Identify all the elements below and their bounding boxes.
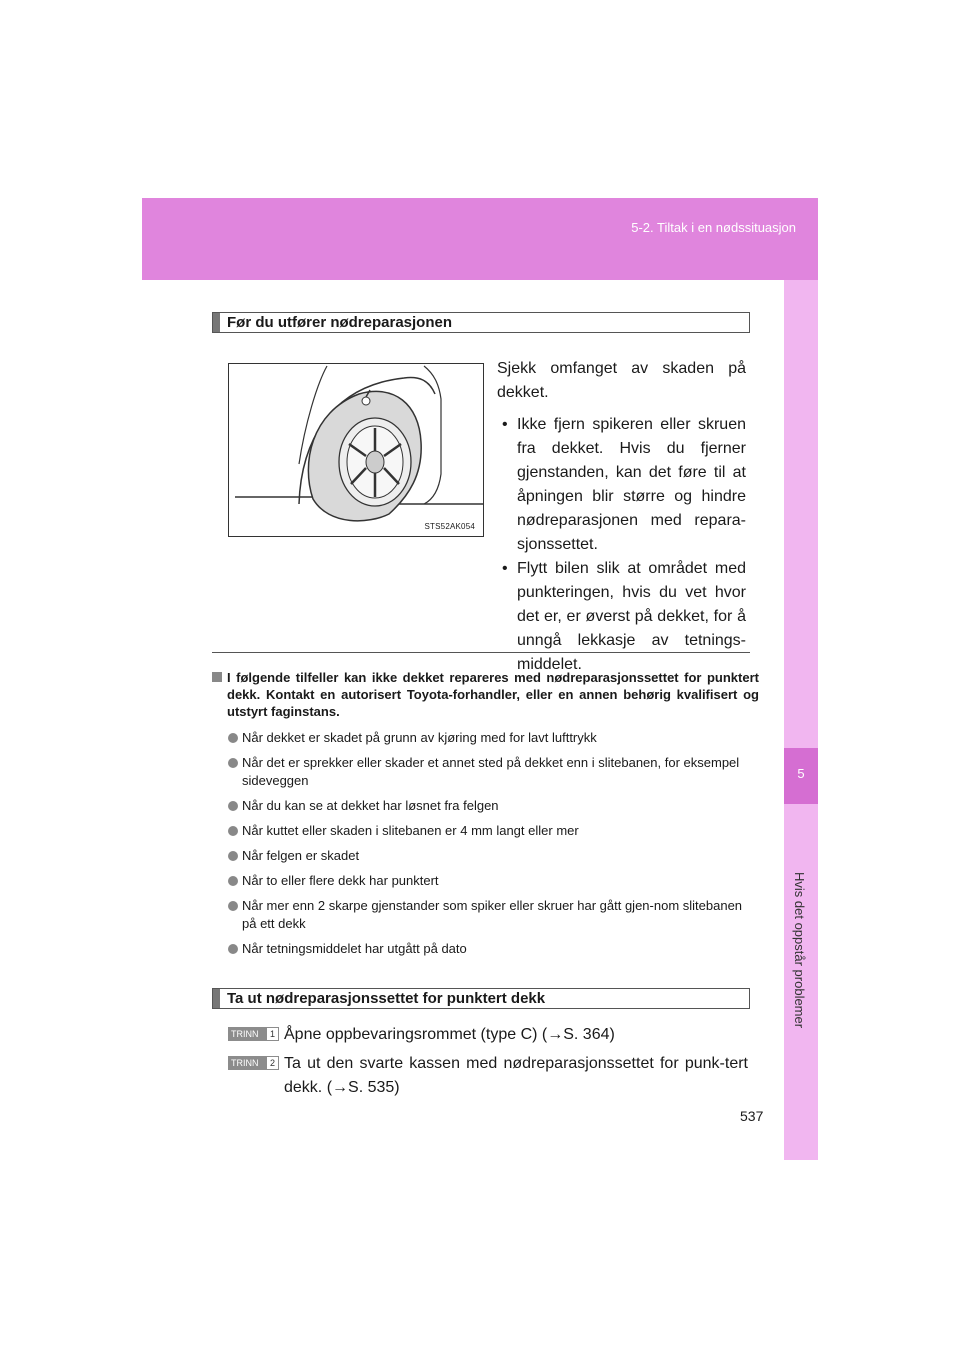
step-2 [228, 1052, 748, 1100]
list-item: • Ikke fjern spikeren eller skruen fra dekket. Hvis du fjerner gjenstanden, kan det føre til at åpningen blir større og hindre nødreparasjonen med repara-sjonssettet. [497, 413, 746, 557]
intro-paragraph: Sjekk omfanget av skaden på dekket. [497, 360, 746, 401]
list-item: • Flytt bilen slik at området med punkteringen, hvis du vet hvor det er, er øverst på dekket, for å unngå lekkasje av tetnings-middelet. [497, 557, 746, 677]
section-heading-take-out-kit: Ta ut nødreparasjonssettet for punktert dekk [212, 988, 750, 1009]
list-item: Når kuttet eller skaden i slitebanen er 4 mm langt eller mer [228, 822, 744, 840]
illustration-code: STS52AK054 [424, 522, 475, 531]
intro-text-block [497, 357, 746, 677]
step-badge-number: 2 [267, 1057, 278, 1069]
step-badge [228, 1027, 279, 1041]
list-item: Når det er sprekker eller skader et annet sted på dekket enn i slitebanen, for eksempel sideveggen [228, 754, 744, 790]
tire-illustration [228, 363, 484, 537]
step-badge-label: TRINN [231, 1058, 259, 1068]
flat-tire-icon [229, 364, 483, 536]
note-list [228, 729, 744, 965]
square-bullet-icon [212, 672, 222, 682]
step-badge-label: TRINN [231, 1029, 259, 1039]
step-badge-number: 1 [267, 1028, 278, 1040]
chapter-number: 5 [797, 766, 805, 781]
step-1 [228, 1023, 748, 1047]
section-header: 5-2. Tiltak i en nødssituasjon [631, 220, 796, 235]
note-title-text: I følgende tilfeller kan ikke dekket repareres med nødreparasjonssettet for punktert dekk. Kontakt en autorisert Toyota-forhandler, eller en annen behørig kvalifisert og utstyrt faginstans. [227, 670, 759, 719]
step-text: Ta ut den svarte kassen med nødreparasjonssettet for punk-tert dekk. (→S. 535) [284, 1055, 748, 1096]
list-item: Når tetningsmiddelet har utgått på dato [228, 940, 744, 958]
list-item: Når du kan se at dekket har løsnet fra felgen [228, 797, 744, 815]
list-item: Når dekket er skadet på grunn av kjøring med for lavt lufttrykk [228, 729, 744, 747]
list-item: Når mer enn 2 skarpe gjenstander som spiker eller skruer har gått gjen-nom slitebanen på ett dekk [228, 897, 744, 933]
divider [212, 652, 750, 653]
step-text: Åpne oppbevaringsrommet (type C) (→S. 364) [284, 1026, 615, 1043]
list-item: Når felgen er skadet [228, 847, 744, 865]
chapter-title: Hvis det oppstår problemer [792, 872, 807, 1029]
intro-bullet-list [497, 413, 746, 677]
header-band [142, 198, 818, 280]
page-number: 537 [740, 1108, 764, 1124]
step-badge [228, 1056, 279, 1070]
note-title [212, 669, 759, 720]
list-item: Når to eller flere dekk har punktert [228, 872, 744, 890]
section-heading-before-repair: Før du utfører nødreparasjonen [212, 312, 750, 333]
